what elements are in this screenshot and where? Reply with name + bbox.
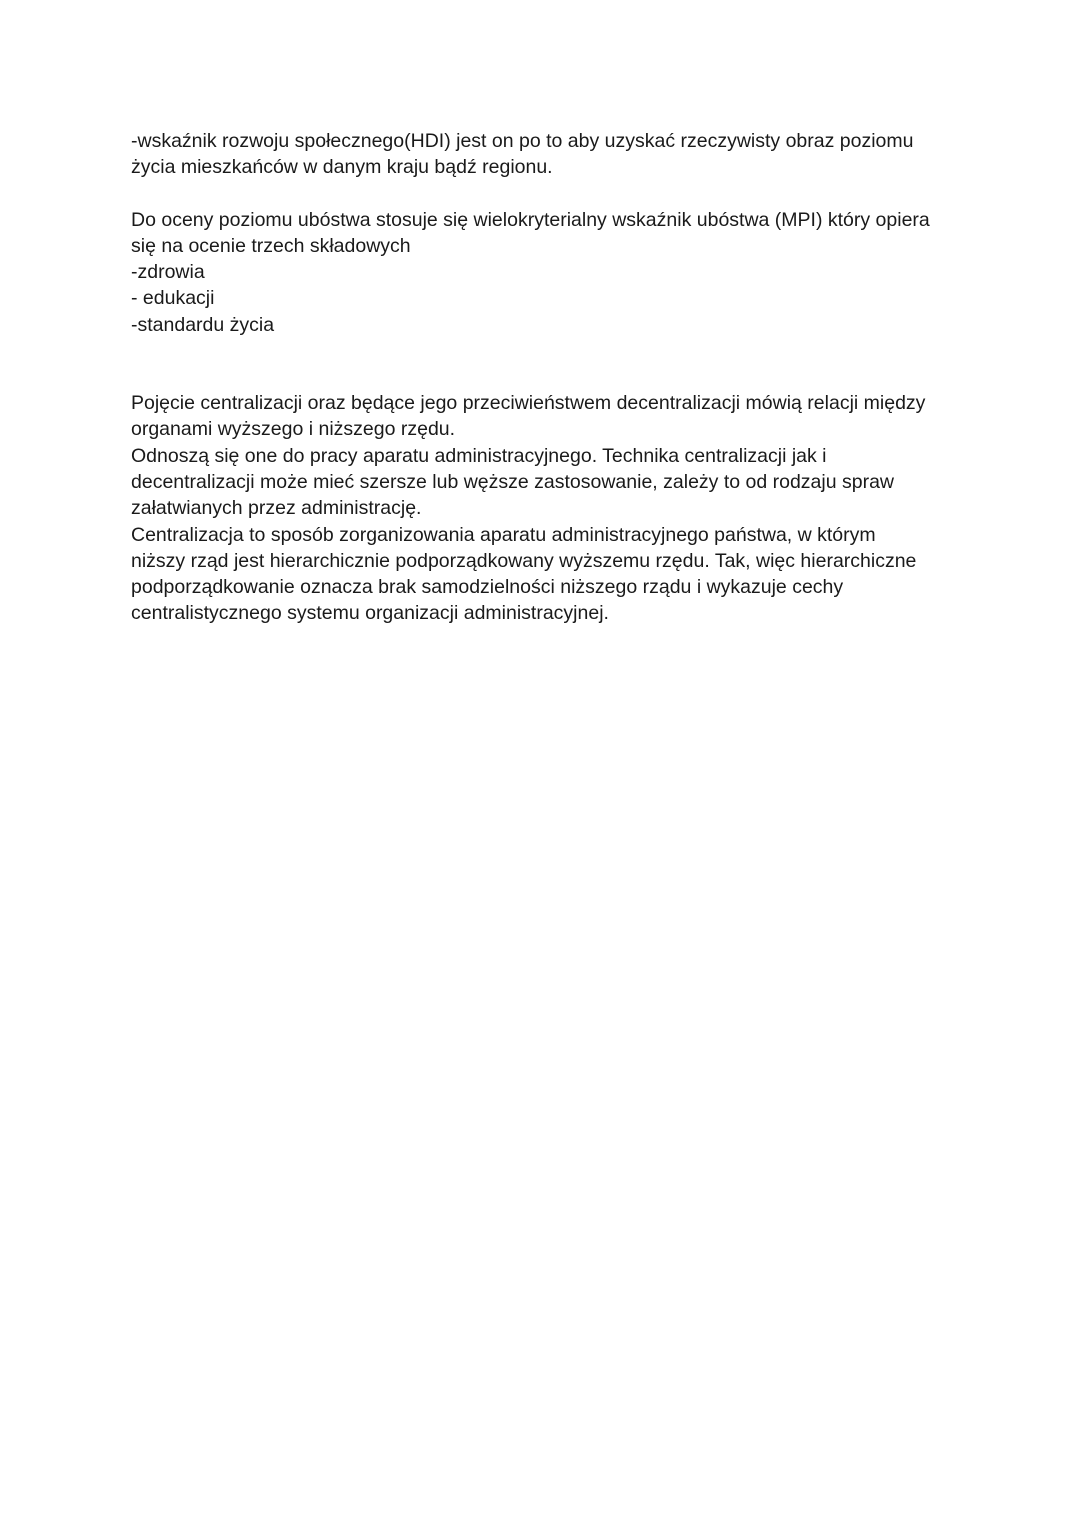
text-line: Do oceny poziomu ubóstwa stosuje się wielokryterialny wskaźnik ubóstwa (MPI) który opiera <box>131 208 930 231</box>
document-body <box>131 128 961 627</box>
text-line: podporządkowanie oznacza brak samodzielności niższego rządu i wykazuje cechy <box>131 576 844 599</box>
text-line: Odnoszą się one do pracy aparatu administracyjnego. Technika centralizacji jak i <box>131 444 827 467</box>
text-line: życia mieszkańców w danym kraju bądź regionu. <box>131 156 553 179</box>
paragraph-hdi <box>131 128 961 181</box>
text-line: Pojęcie centralizacji oraz będące jego przeciwieństwem decentralizacji mówią relacji między <box>131 392 926 415</box>
paragraph-mpi <box>131 207 961 338</box>
text-line: -wskaźnik rozwoju społecznego(HDI) jest on po to aby uzyskać rzeczywisty obraz poziomu <box>131 130 914 152</box>
text-line: decentralizacji może mieć szersze lub węższe zastosowanie, zależy to od rodzaju spraw <box>131 470 895 493</box>
paragraph-spacer <box>131 338 961 390</box>
text-line: niższy rząd jest hierarchicznie podporządkowany wyższemu rzędu. Tak, więc hierarchiczne <box>131 549 917 572</box>
paragraph-centralization <box>131 390 961 627</box>
list-item: -standardu życia <box>131 313 275 336</box>
text-line: załatwianych przez administrację. <box>131 497 422 520</box>
text-line: organami wyższego i niższego rzędu. <box>131 418 456 441</box>
text-line: centralistycznego systemu organizacji administracyjnej. <box>131 602 609 625</box>
text-line: się na ocenie trzech składowych <box>131 234 411 257</box>
list-item: - edukacji <box>131 287 215 310</box>
text-line: Centralizacja to sposób zorganizowania aparatu administracyjnego państwa, w którym <box>131 523 876 546</box>
list-item: -zdrowia <box>131 261 205 284</box>
paragraph-spacer <box>131 181 961 207</box>
